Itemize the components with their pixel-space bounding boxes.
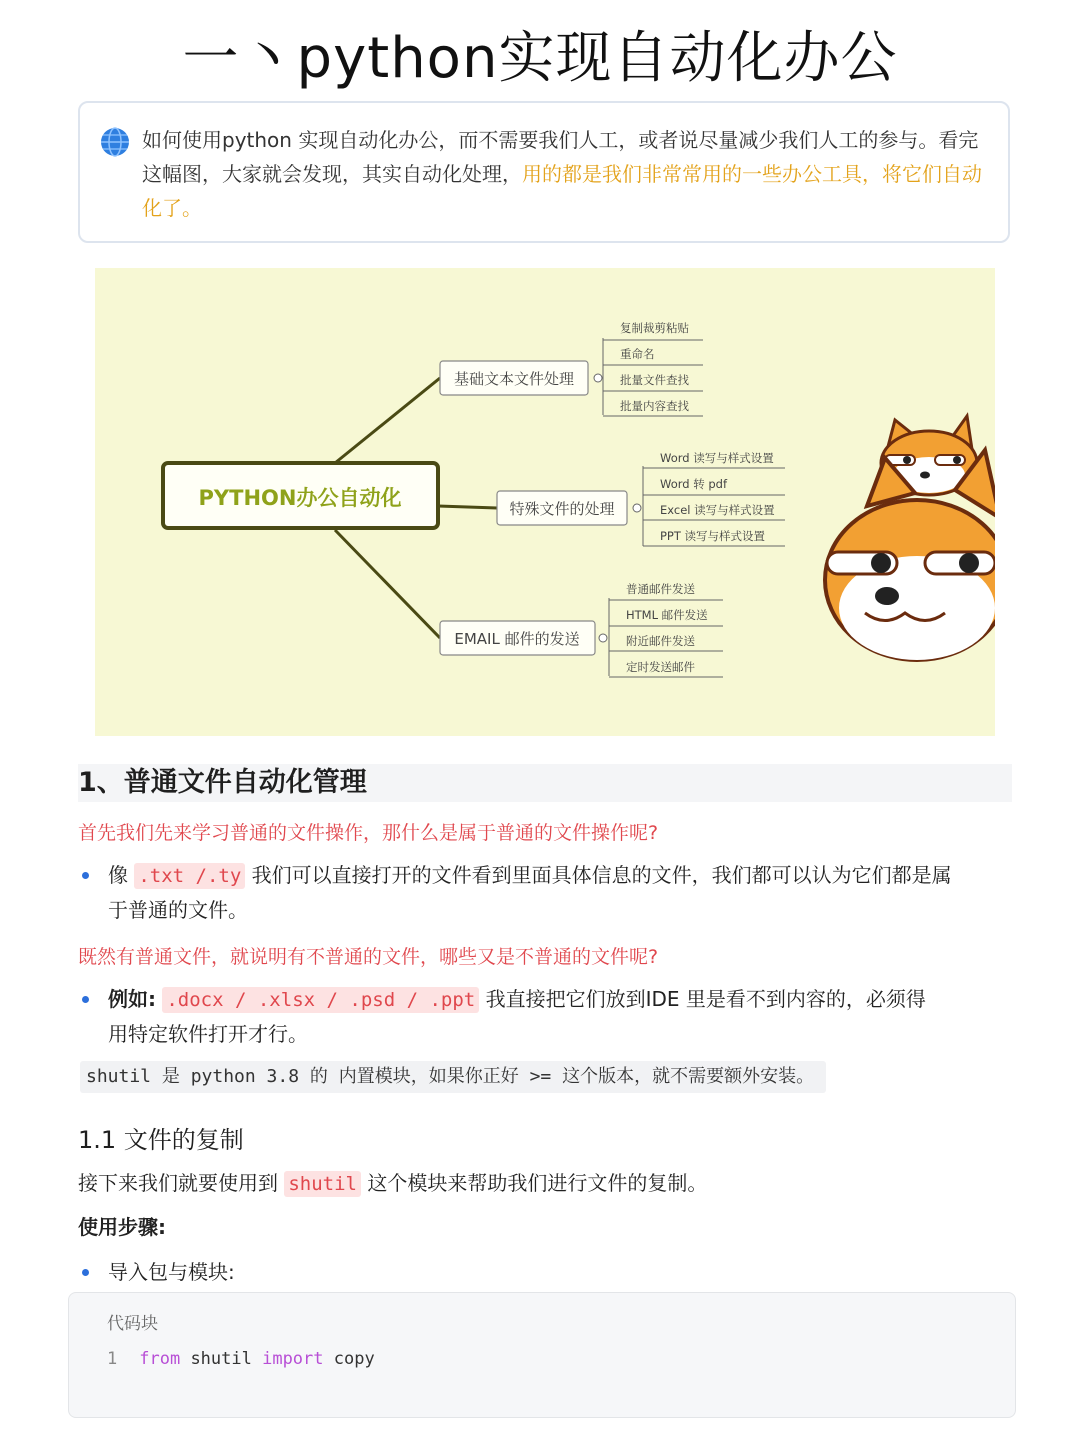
bullet-item-1 xyxy=(108,858,1008,927)
connector-2 xyxy=(438,506,497,508)
steps-label: 使用步骤: xyxy=(78,1215,166,1239)
copy-intro-after: 这个模块来帮助我们进行文件的复制。 xyxy=(367,1171,708,1195)
leaf-3-1: 普通邮件发送 xyxy=(626,582,695,596)
bullet-1-text: 我们可以直接打开的文件看到里面具体信息的文件，我们都可以认为它们都是属 xyxy=(251,863,952,887)
line-number: 1 xyxy=(107,1349,118,1369)
question-2: 既然有普通文件，就说明有不普通的文件，哪些又是不普通的文件呢? xyxy=(78,946,659,968)
bullet-dot xyxy=(82,996,89,1003)
section-heading-1-1: 1.1 文件的复制 xyxy=(78,1126,244,1154)
globe-icon xyxy=(100,127,130,157)
branch-collapse-1 xyxy=(594,374,602,382)
question-1: 首先我们先来学习普通的文件操作，那什么是属于普通的文件操作呢? xyxy=(78,822,659,844)
bullet-1-prefix: 像 xyxy=(108,863,128,887)
step-1: 导入包与模块: xyxy=(108,1260,235,1284)
branch-label-2: 特殊文件的处理 xyxy=(509,500,615,518)
code-block-label: 代码块 xyxy=(107,1314,158,1334)
shutil-note: shutil 是 python 3.8 的 内置模块，如果你正好 >= 这个版本，就不需要额外安装。 xyxy=(80,1061,826,1093)
bullet-dot xyxy=(82,1269,89,1276)
branch-collapse-2 xyxy=(633,504,641,512)
leaf-2-3: Excel 读写与样式设置 xyxy=(660,503,775,517)
section-heading-1: 1、普通文件自动化管理 xyxy=(78,764,1012,802)
leaf-1-4: 批量内容查找 xyxy=(620,399,689,413)
code-name: copy xyxy=(323,1349,375,1369)
callout-text-plain: 如何使用python 实现自动化办公，而不需要我们人工，或者说尽量减少我们人工的参与。看完这幅图，大家就会发现，其实自动化处理， xyxy=(142,128,979,186)
code-line-1 xyxy=(107,1349,375,1369)
leaf-3-3: 附近邮件发送 xyxy=(626,634,695,648)
bullet-2-text: 我直接把它们放到IDE 里是看不到内容的，必须得 xyxy=(485,987,926,1011)
leaf-3-4: 定时发送邮件 xyxy=(626,660,695,674)
leaf-2-2: Word 转 pdf xyxy=(660,477,728,491)
inline-code-shutil: shutil xyxy=(284,1171,361,1197)
callout-text xyxy=(142,123,992,225)
copy-intro xyxy=(78,1166,707,1201)
copy-intro-before: 接下来我们就要使用到 xyxy=(78,1171,278,1195)
branch-label-3: EMAIL 邮件的发送 xyxy=(454,630,580,648)
bullet-2-label: 例如: xyxy=(108,987,156,1011)
leaf-2-1: Word 读写与样式设置 xyxy=(660,451,774,465)
bullet-1-text-cont: 于普通的文件。 xyxy=(108,898,248,922)
bullet-2-text-cont: 用特定软件打开才行。 xyxy=(108,1022,308,1046)
bullet-item-2 xyxy=(108,982,1008,1051)
callout-text-highlight: 用的都是我们非常常用的一些办公工具，将它们自动化了。 xyxy=(142,162,982,220)
code-keyword-import: import xyxy=(262,1349,324,1369)
page-title: 一丶python实现自动化办公 xyxy=(182,26,898,91)
leaf-1-3: 批量文件查找 xyxy=(620,373,689,387)
branch-collapse-3 xyxy=(599,634,607,642)
branch-label-1: 基础文本文件处理 xyxy=(453,370,575,388)
info-callout xyxy=(78,101,1010,243)
leaf-1-2: 重命名 xyxy=(620,347,655,361)
code-keyword-from: from xyxy=(139,1349,181,1369)
code-module: shutil xyxy=(180,1349,263,1369)
bullet-dot xyxy=(82,872,89,879)
inline-code-txt: .txt /.ty xyxy=(134,863,245,889)
inline-code-docx: .docx / .xlsx / .psd / .ppt xyxy=(162,987,479,1013)
code-block[interactable] xyxy=(68,1292,1016,1418)
leaf-3-2: HTML 邮件发送 xyxy=(626,608,708,622)
leaf-1-1: 复制裁剪粘贴 xyxy=(620,321,689,335)
mindmap-root-label: PYTHON办公自动化 xyxy=(198,486,402,510)
mindmap-diagram xyxy=(95,268,995,736)
leaf-2-4: PPT 读写与样式设置 xyxy=(660,529,766,543)
